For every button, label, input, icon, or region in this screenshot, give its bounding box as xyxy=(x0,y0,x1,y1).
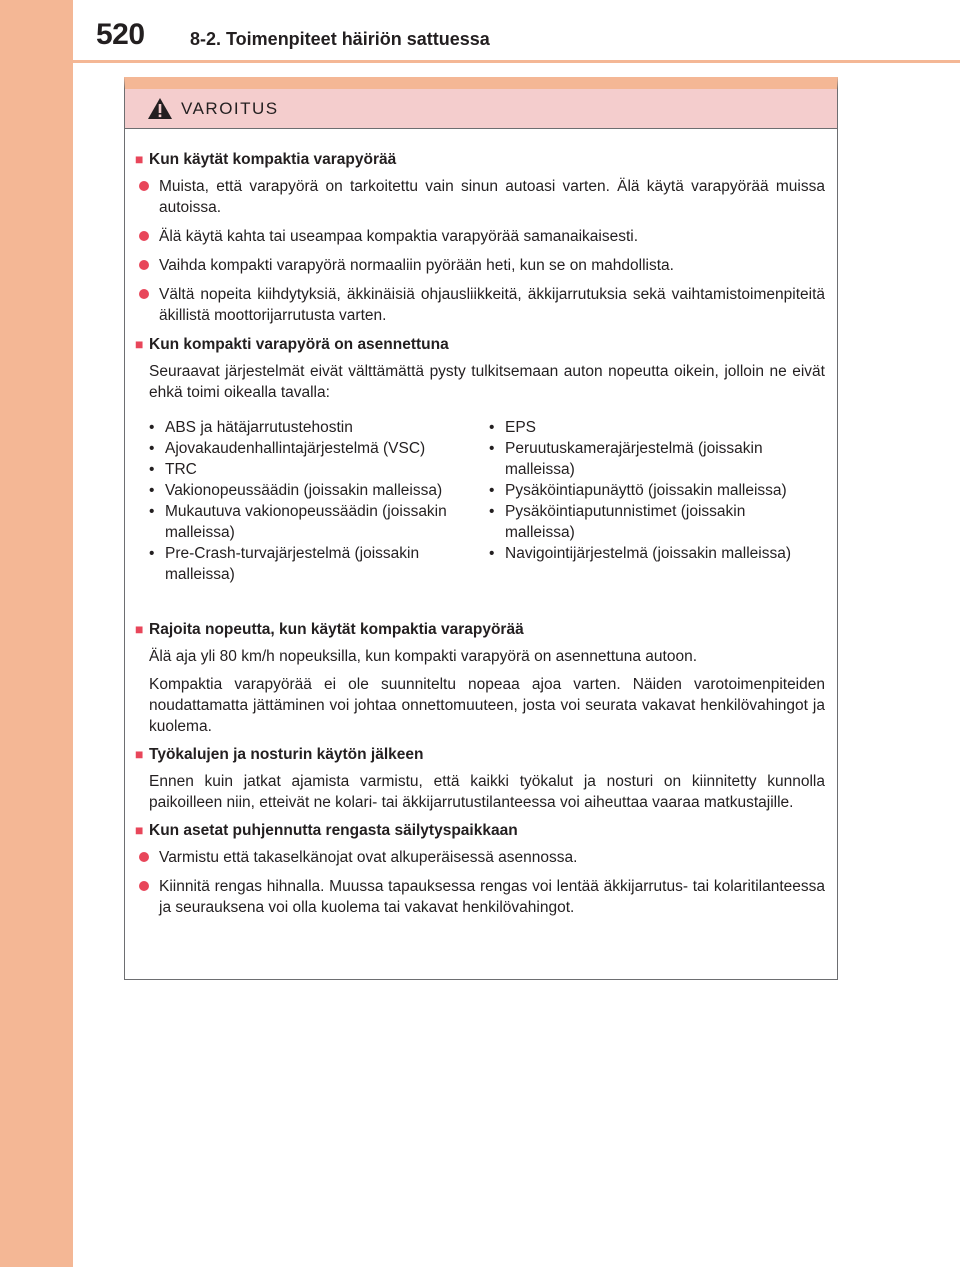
list-item: • Pysäköintiaputunnistimet (joissakin malleissa) xyxy=(489,503,746,541)
list-item: • ABS ja hätäjarrutustehostin xyxy=(149,419,353,436)
section-heading: ■ Rajoita nopeutta, kun käytät kompaktia varapyörää xyxy=(135,621,524,638)
list-item: • EPS xyxy=(489,419,537,436)
list-item: • Pysäköintiapunäyttö (joissakin malleissa) xyxy=(489,482,787,499)
paragraph: Älä aja yli 80 km/h nopeuksilla, kun kompakti varapyörä on asennettuna autoon. xyxy=(149,648,698,665)
section-heading: ■ Kun kompakti varapyörä on asennettuna xyxy=(135,336,449,353)
warning-body xyxy=(125,129,837,918)
square-bullet-icon: ■ xyxy=(135,822,144,838)
list-item: Muista, että varapyörä on tarkoitettu vain sinun autoasi varten. Älä käytä varapyörää muissa autoissa. xyxy=(139,176,825,218)
paragraph: Ennen kuin jatkat ajamista varmistu, että kaikki työkalut ja nosturi on kiinnitetty kunnolla paikoilleen niin, etteivät ne kolari- tai äkkijarrutustilanteessa voi aiheuttaa vaaraa matkustajille. xyxy=(149,773,825,811)
round-bullet-icon xyxy=(139,231,149,241)
round-bullet-icon xyxy=(139,289,149,299)
warning-triangle-icon xyxy=(147,97,173,120)
page-number: 520 xyxy=(96,18,145,51)
systems-list xyxy=(149,417,825,585)
square-bullet-icon: ■ xyxy=(135,746,144,762)
paragraph: Kompaktia varapyörää ei ole suunniteltu nopeaa ajoa varten. Näiden varotoimenpiteiden noudattamatta jättäminen voi johtaa onnettomuuteen, josta voi seurata vakavat henkilövahingot ja kuolema. xyxy=(149,676,825,735)
warning-title: VAROITUS xyxy=(181,98,279,118)
systems-column-left xyxy=(149,417,489,585)
list-item: • Pre-Crash-turvajärjestelmä (joissakin malleissa) xyxy=(149,545,420,583)
list-item: Vaihda kompakti varapyörä normaaliin pyörään heti, kun se on mahdollista. xyxy=(139,255,825,276)
round-bullet-icon xyxy=(139,852,149,862)
section-title: 8-2. Toimenpiteet häiriön sattuessa xyxy=(190,29,490,49)
list-item: • Peruutuskamerajärjestelmä (joissakin malleissa) xyxy=(489,440,763,478)
side-color-band xyxy=(0,0,73,1267)
list-item: Älä käytä kahta tai useampaa kompaktia varapyörää samanaikaisesti. xyxy=(139,226,825,247)
round-bullet-icon xyxy=(139,181,149,191)
header-rule xyxy=(73,60,960,63)
round-bullet-icon xyxy=(139,260,149,270)
square-bullet-icon: ■ xyxy=(135,336,144,352)
paragraph: Seuraavat järjestelmät eivät välttämättä pysty tulkitsemaan auton nopeutta oikein, jolloin ne eivät ehkä toimi oikealla tavalla: xyxy=(149,363,825,401)
section-heading: ■ Kun käytät kompaktia varapyörää xyxy=(135,151,397,168)
square-bullet-icon: ■ xyxy=(135,621,144,637)
list-item: • TRC xyxy=(149,461,197,478)
list-item: • Vakionopeussäädin (joissakin malleissa) xyxy=(149,482,443,499)
list-item: • Navigointijärjestelmä (joissakin malleissa) xyxy=(489,545,791,562)
systems-column-right xyxy=(489,417,819,585)
list-item: Vältä nopeita kiihdytyksiä, äkkinäisiä ohjausliikkeitä, äkkijarrutuksia sekä vaihtamistoimenpiteitä äkillistä moottorijarrutusta varten. xyxy=(139,284,825,326)
list-item: Varmistu että takaselkänojat ovat alkuperäisessä asennossa. xyxy=(139,847,825,868)
section-heading: ■ Kun asetat puhjennutta rengasta säilytyspaikkaan xyxy=(135,822,518,839)
square-bullet-icon: ■ xyxy=(135,151,144,167)
section-heading: ■ Työkalujen ja nosturin käytön jälkeen xyxy=(135,746,424,763)
round-bullet-icon xyxy=(139,881,149,891)
warning-box xyxy=(124,77,838,980)
list-item: Kiinnitä rengas hihnalla. Muussa tapauksessa rengas voi lentää äkkijarrutus- tai kolaritilanteessa ja seurauksena voi olla kuolema tai vakavat henkilövahingot. xyxy=(139,876,825,918)
list-item: • Ajovakaudenhallintajärjestelmä (VSC) xyxy=(149,440,426,457)
list-item: • Mukautuva vakionopeussäädin (joissakin malleissa) xyxy=(149,503,447,541)
warning-header xyxy=(125,89,837,129)
